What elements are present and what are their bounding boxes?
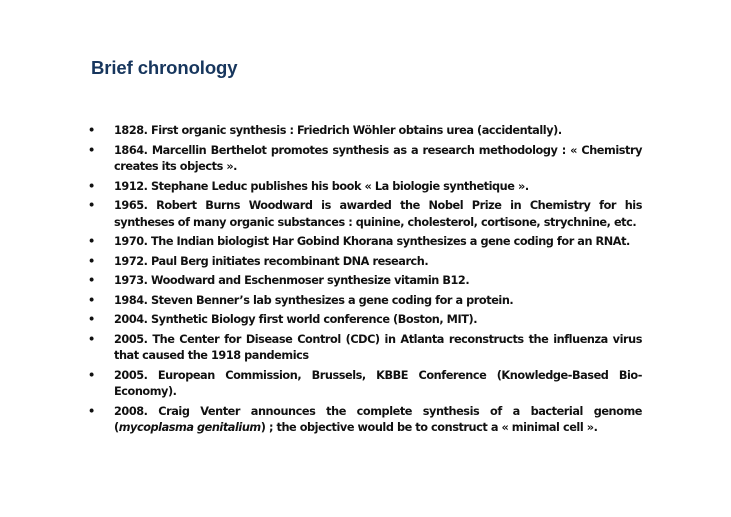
list-item-text: 1984. Steven Benner’s lab synthesizes a gene coding for a protein. bbox=[114, 293, 514, 307]
list-item bbox=[88, 198, 642, 231]
list-item bbox=[88, 143, 642, 176]
list-item-text: 1965. Robert Burns Woodward is awarded the Nobel Prize in Chemistry for his syntheses of many organic substances : quinine, cholesterol, cortisone, strychnine, etc. bbox=[114, 199, 642, 229]
list-item-text: 2005. The Center for Disease Control (CDC) in Atlanta reconstructs the influenza virus that caused the 1918 pandemics bbox=[114, 332, 642, 362]
list-item bbox=[88, 254, 642, 271]
list-item bbox=[88, 123, 642, 140]
bullet-icon: • bbox=[88, 313, 95, 326]
list-item bbox=[88, 404, 642, 437]
bullet-icon: • bbox=[88, 179, 95, 193]
list-item bbox=[88, 234, 642, 251]
bullet-icon: • bbox=[88, 332, 95, 346]
bullet-icon: • bbox=[88, 143, 95, 157]
bullet-icon: • bbox=[88, 235, 95, 248]
bullet-icon: • bbox=[88, 274, 95, 287]
list-item-text: 2005. European Commission, Brussels, KBBE Conference (Knowledge-Based Bio-Economy). bbox=[114, 368, 642, 398]
list-item bbox=[88, 312, 642, 329]
bullet-icon: • bbox=[88, 293, 95, 307]
bullet-icon: • bbox=[88, 404, 95, 418]
text-before-italic: 2008. Craig Venter announces the complete synthesis of a bacterial genome ( bbox=[114, 404, 642, 434]
list-item bbox=[88, 332, 642, 365]
bullet-icon: • bbox=[88, 254, 95, 268]
list-item bbox=[88, 179, 642, 196]
bullet-icon: • bbox=[88, 124, 95, 137]
list-item bbox=[88, 273, 642, 290]
list-item-text bbox=[114, 405, 642, 435]
species-name: mycoplasma genitalium bbox=[118, 421, 261, 434]
list-item-text: 1912. Stephane Leduc publishes his book « La biologie synthetique ». bbox=[114, 179, 529, 193]
list-item bbox=[88, 293, 642, 310]
list-item-text: 1828. First organic synthesis : Friedrich Wöhler obtains urea (accidentally). bbox=[114, 124, 562, 137]
bullet-icon: • bbox=[88, 199, 95, 212]
chronology-list bbox=[88, 123, 642, 440]
list-item-text: 1972. Paul Berg initiates recombinant DNA research. bbox=[114, 254, 429, 268]
bullet-icon: • bbox=[88, 368, 95, 382]
list-item bbox=[88, 368, 642, 401]
list-item-text: 1970. The Indian biologist Har Gobind Khorana synthesizes a gene coding for an RNAt. bbox=[114, 235, 630, 248]
slide-title: Brief chronology bbox=[91, 57, 238, 78]
list-item-text: 1973. Woodward and Eschenmoser synthesize vitamin B12. bbox=[114, 274, 470, 287]
text-after-italic: ) ; the objective would be to construct a « minimal cell ». bbox=[260, 421, 598, 434]
list-item-text: 1864. Marcellin Berthelot promotes synthesis as a research methodology : « Chemistry creates its objects ». bbox=[114, 143, 642, 173]
list-item-text: 2004. Synthetic Biology first world conference (Boston, MIT). bbox=[114, 313, 478, 326]
